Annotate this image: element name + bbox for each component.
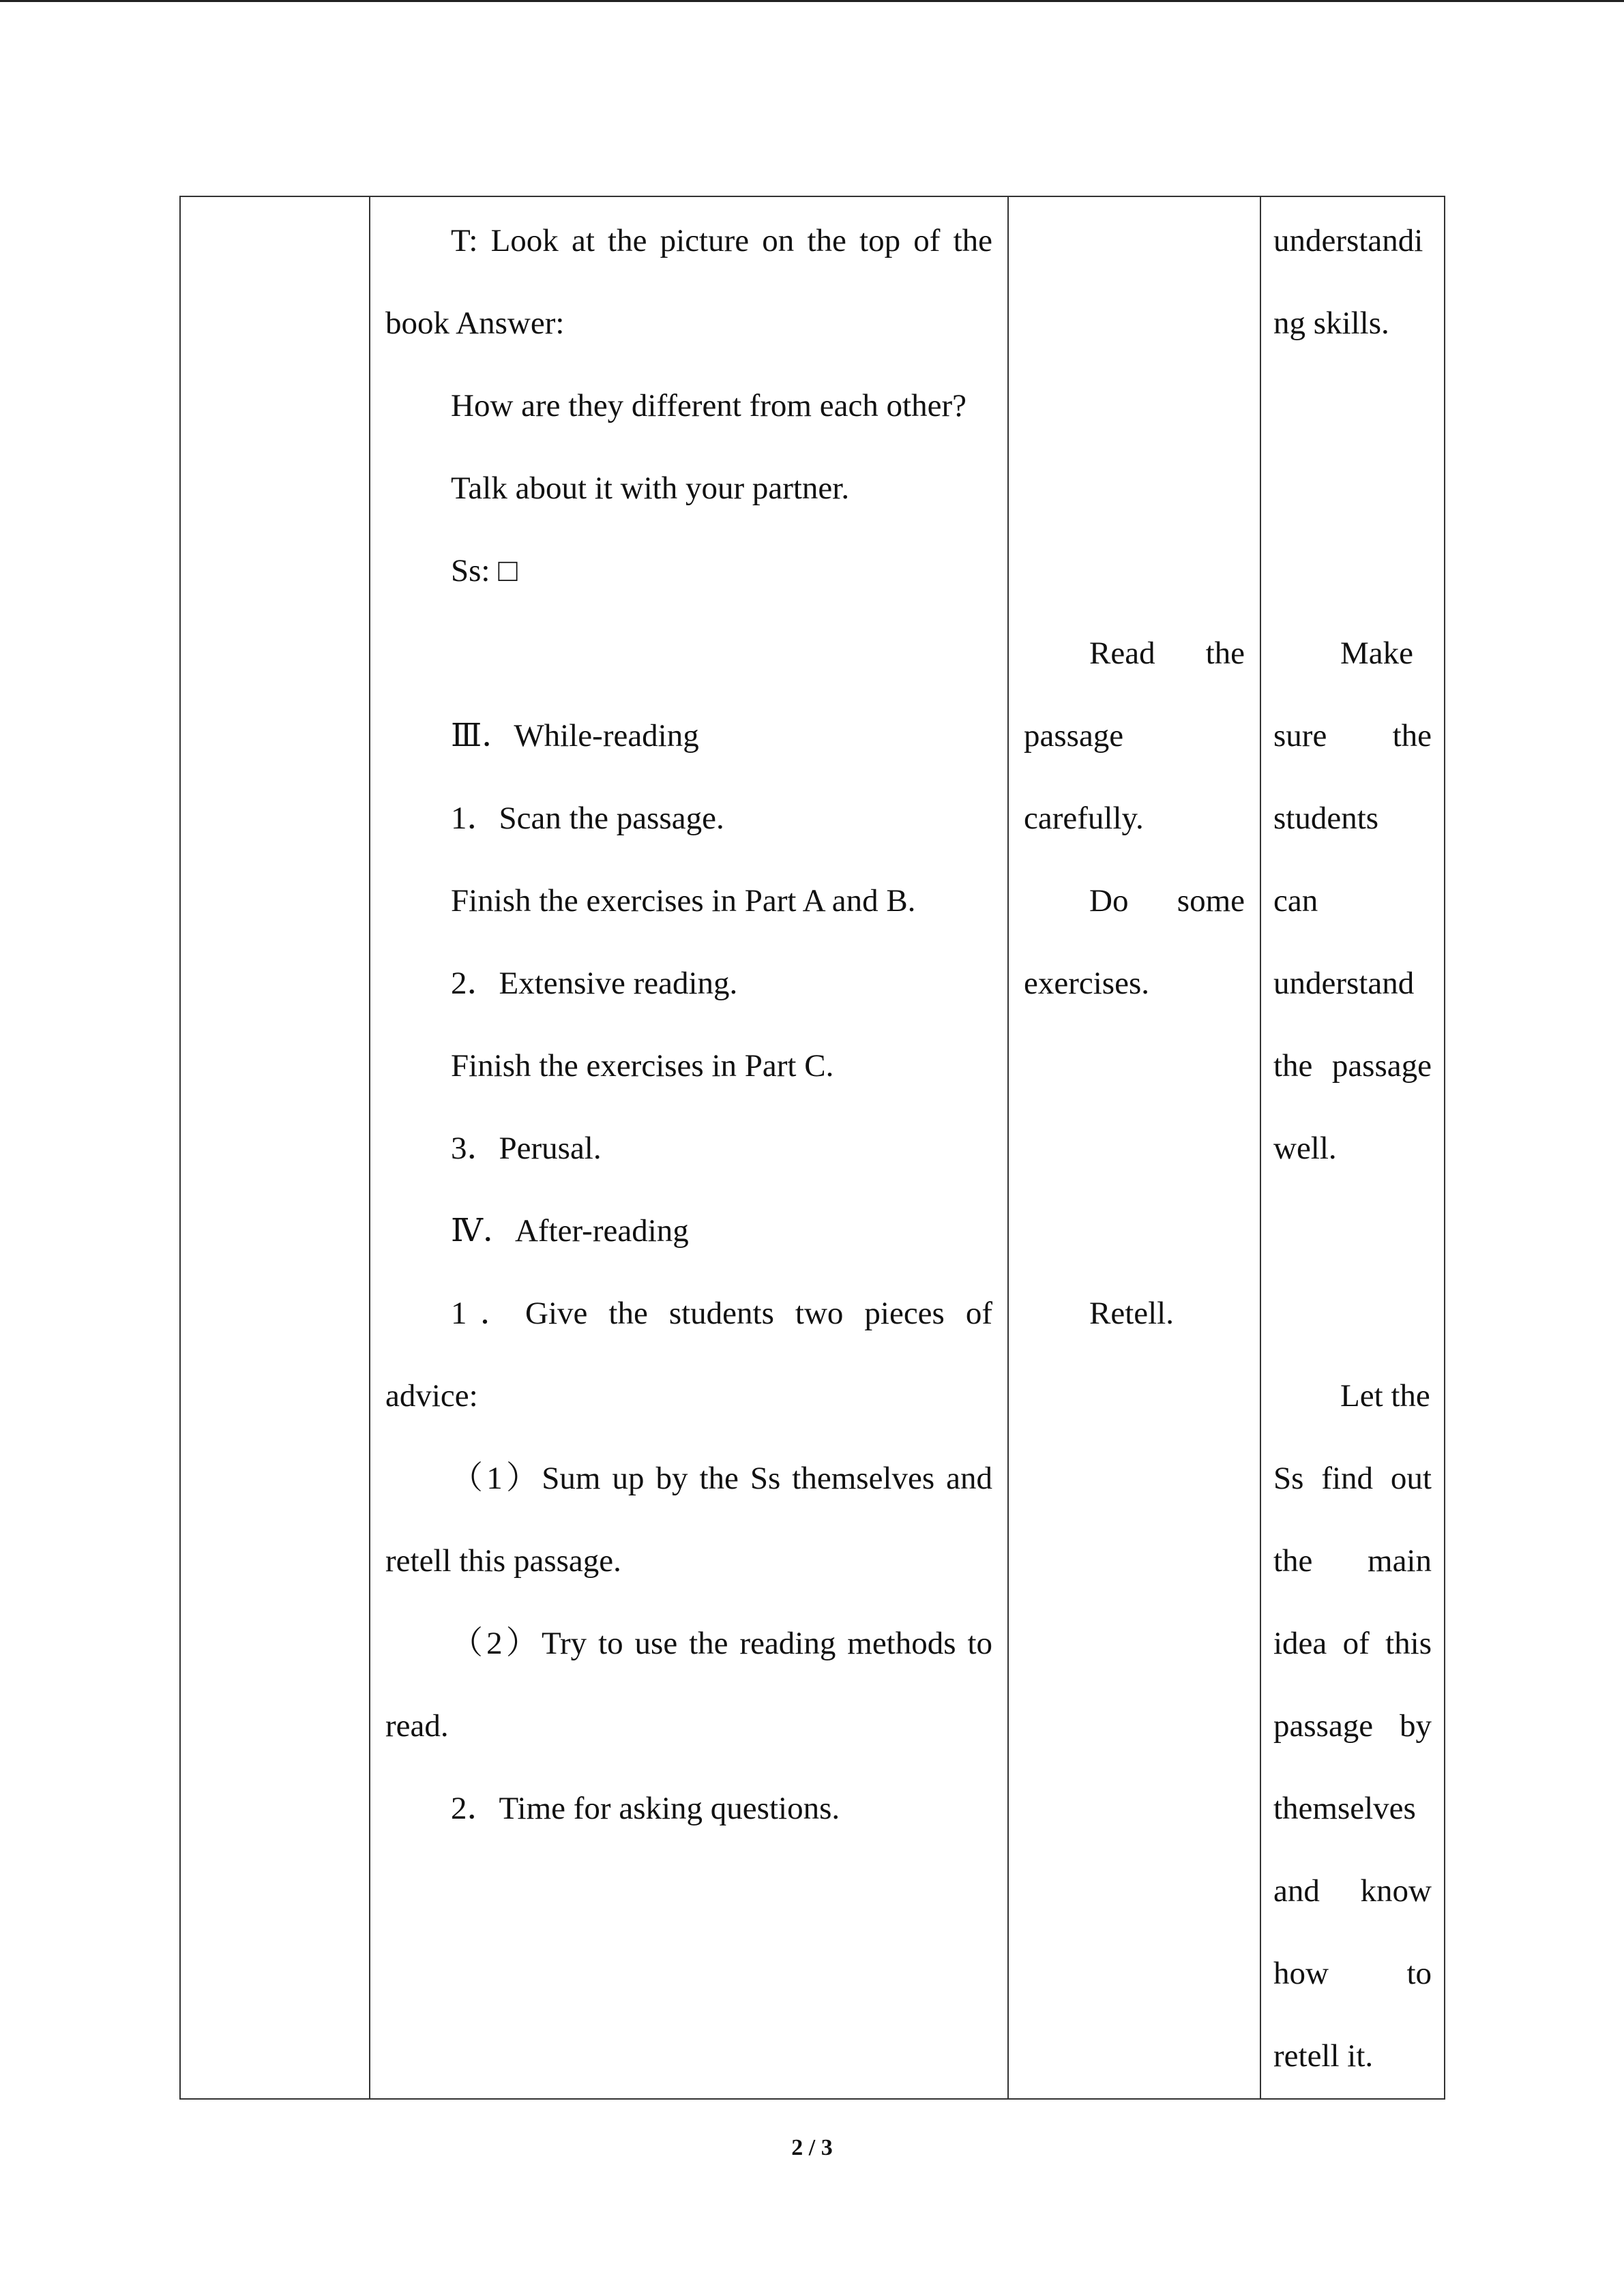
page-number: 2 / 3: [791, 2135, 833, 2160]
procedure-line: read.: [385, 1708, 449, 1744]
purpose-line: and know: [1273, 1873, 1432, 1909]
purpose-line: ng skills.: [1273, 305, 1389, 341]
procedure-line: 1．Give the students two pieces of: [451, 1296, 992, 1331]
activity-line: Retell.: [1089, 1296, 1174, 1331]
purpose-line: students: [1273, 801, 1379, 836]
activity-line: Read the: [1089, 636, 1245, 671]
purpose-line: idea of this: [1273, 1626, 1432, 1661]
procedure-line: 1．Scan the passage.: [451, 801, 724, 836]
purpose-line: Let the: [1340, 1378, 1430, 1414]
purpose-line: well.: [1273, 1131, 1337, 1166]
purpose-line: understandi: [1273, 223, 1423, 258]
purpose-line: retell it.: [1273, 2038, 1374, 2074]
procedure-line: T: Look at the picture on the top of the: [451, 223, 992, 258]
students-activity-column: [1009, 197, 1261, 2098]
procedure-line: Finish the exercises in Part A and B.: [451, 883, 916, 919]
lesson-plan-table: [179, 196, 1445, 2100]
procedure-line: （1）Sum up by the Ss themselves and: [451, 1461, 992, 1496]
purpose-line: Ss find out: [1273, 1461, 1432, 1496]
purpose-line: the main: [1273, 1543, 1432, 1579]
purpose-line: understand: [1273, 966, 1415, 1001]
procedure-line: book Answer:: [385, 305, 565, 341]
purpose-line: themselves: [1273, 1791, 1416, 1826]
purpose-line: passage by: [1273, 1708, 1432, 1744]
activity-line: Do some: [1089, 883, 1245, 919]
section-heading-while-reading: Ⅲ．While-reading: [451, 718, 699, 754]
purpose-line: how to: [1273, 1956, 1432, 1991]
procedure-line: retell this passage.: [385, 1543, 621, 1579]
teaching-purpose-column: [1261, 197, 1445, 2098]
activity-line: carefully.: [1024, 801, 1144, 836]
procedure-line: Talk about it with your partner.: [451, 471, 850, 506]
procedure-line: advice:: [385, 1378, 478, 1414]
teaching-procedure-column: [370, 197, 1009, 2098]
purpose-line: the passage: [1273, 1048, 1432, 1084]
procedure-line: How are they different from each other?: [451, 388, 966, 423]
procedure-line: （2）Try to use the reading methods to: [451, 1626, 992, 1661]
page-top-border: [0, 0, 1624, 2]
purpose-line: can: [1273, 883, 1318, 919]
step-column: [181, 197, 370, 2098]
procedure-line: Ss: □: [451, 553, 518, 588]
purpose-line: Make: [1340, 636, 1414, 671]
procedure-line: 2．Time for asking questions.: [451, 1791, 840, 1826]
section-heading-after-reading: Ⅳ．After-reading: [451, 1213, 689, 1249]
procedure-line: Finish the exercises in Part C.: [451, 1048, 834, 1084]
activity-line: passage: [1024, 718, 1124, 754]
procedure-line: 2．Extensive reading.: [451, 966, 738, 1001]
procedure-line: 3．Perusal.: [451, 1131, 602, 1166]
purpose-line: sure the: [1273, 718, 1432, 754]
activity-line: exercises.: [1024, 966, 1149, 1001]
